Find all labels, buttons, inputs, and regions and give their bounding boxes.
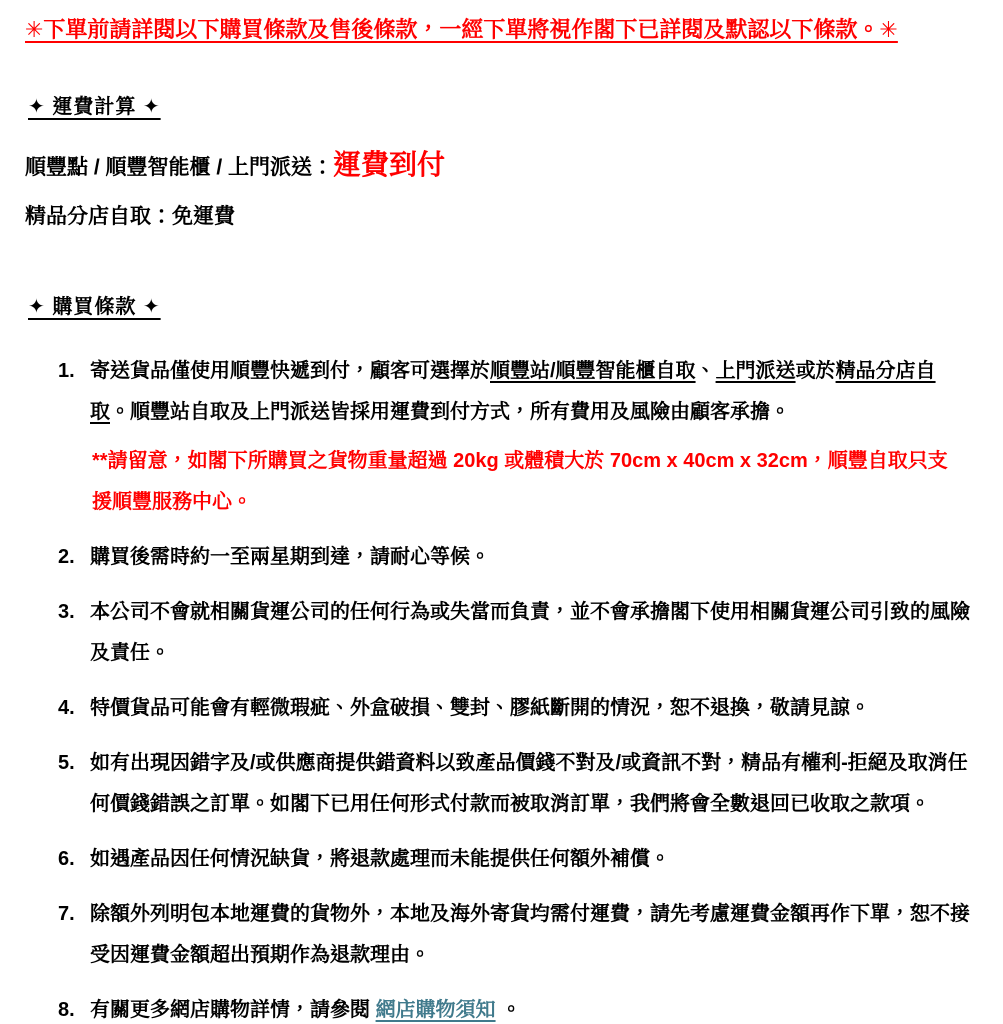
term-number: 6. <box>58 848 75 871</box>
shipping-methods-label: 順豐點 / 順豐智能櫃 / 上門派送： <box>25 155 334 179</box>
term-number: 3. <box>58 601 75 624</box>
shipping-fee-heading: ✦ 運費計算 ✦ <box>28 95 161 118</box>
term-item-4 <box>58 688 970 729</box>
term-segment: 除額外列明包本地運費的貨物外，本地及海外寄貨均需付運費，請先考慮運費金額再作下單，恕不接受因運費金額超出預期作為退款理由。 <box>90 903 970 967</box>
term-item-7 <box>58 894 970 976</box>
term-item-5 <box>58 743 970 825</box>
store-shopping-guide-link[interactable]: 網店購物須知 <box>375 999 496 1022</box>
terms-list <box>0 351 1003 1024</box>
term-segment: 。 <box>495 999 522 1022</box>
term-text <box>90 999 521 1021</box>
term-segment: 如遇產品因任何情況缺貨，將退款處理而未能提供任何額外補償。 <box>90 848 670 871</box>
term-text <box>90 903 970 966</box>
term-number: 2. <box>58 546 75 569</box>
term-segment-underlined: 順豐站/順豐智能櫃自取 <box>490 360 696 383</box>
term-item-2 <box>58 537 970 578</box>
term-number: 4. <box>58 697 75 720</box>
term-segment: 如有出現因錯字及/或供應商提供錯資料以致產品價錢不對及/或資訊不對，精品有權利-拒絕及取消任何價錢錯誤之訂單。如閣下已用任何形式付款而被取消訂單，我們將會全數退回已收取之款項。 <box>90 752 968 816</box>
term-number: 1. <box>58 360 75 383</box>
shipping-methods-line <box>25 147 1003 183</box>
term-segment-underlined: 上門派送 <box>715 360 796 383</box>
term-text <box>90 697 870 719</box>
term-text <box>90 546 490 568</box>
term-text <box>90 848 670 870</box>
term-item-1 <box>58 351 970 523</box>
term-segment: 購買後需時約一至兩星期到達，請耐心等候。 <box>90 546 490 569</box>
term-text <box>90 360 936 423</box>
term-item-8 <box>58 990 970 1024</box>
store-pickup-line: 精品分店自取：免運費 <box>25 204 235 228</box>
term-segment-underlined: 精品分店自取 <box>90 360 936 424</box>
term-segment: 特價貨品可能會有輕微瑕疵、外盒破損、雙封、膠紙斷開的情況，恕不退換，敬請見諒。 <box>90 697 870 720</box>
term-text <box>90 752 968 815</box>
term-segment: 。順豐站自取及上門派送皆採用運費到付方式，所有費用及風險由顧客承擔。 <box>110 401 790 424</box>
term-segment: 或於 <box>795 360 836 383</box>
purchase-terms-heading: ✦ 購買條款 ✦ <box>28 296 161 319</box>
term-segment: 、 <box>695 360 716 383</box>
term-item-3 <box>58 592 970 674</box>
pre-order-notice: ✳下單前請詳閱以下購買條款及售後條款，一經下單將視作閣下已詳閱及默認以下條款。✳ <box>25 17 898 42</box>
sf-weight-limit-note: **請留意，如閣下所購買之貨物重量超過 20kg 或體積大於 70cm x 40cm x 32cm，順豐自取只支援順豐服務中心。 <box>92 450 948 514</box>
term-item-6 <box>58 839 970 880</box>
term-text <box>90 601 970 664</box>
term-segment: 寄送貨品僅使用順豐快遞到付，顧客可選擇於 <box>90 360 490 383</box>
term-number: 7. <box>58 903 75 926</box>
term-number: 8. <box>58 999 75 1022</box>
term-segment: 本公司不會就相關貨運公司的任何行為或失當而負責，並不會承擔閣下使用相關貨運公司引致的風險及責任。 <box>90 601 970 665</box>
term-segment: 有關更多網店購物詳情，請參閱 <box>90 999 376 1022</box>
term-number: 5. <box>58 752 75 775</box>
shipping-fee-value: 運費到付 <box>333 148 446 180</box>
